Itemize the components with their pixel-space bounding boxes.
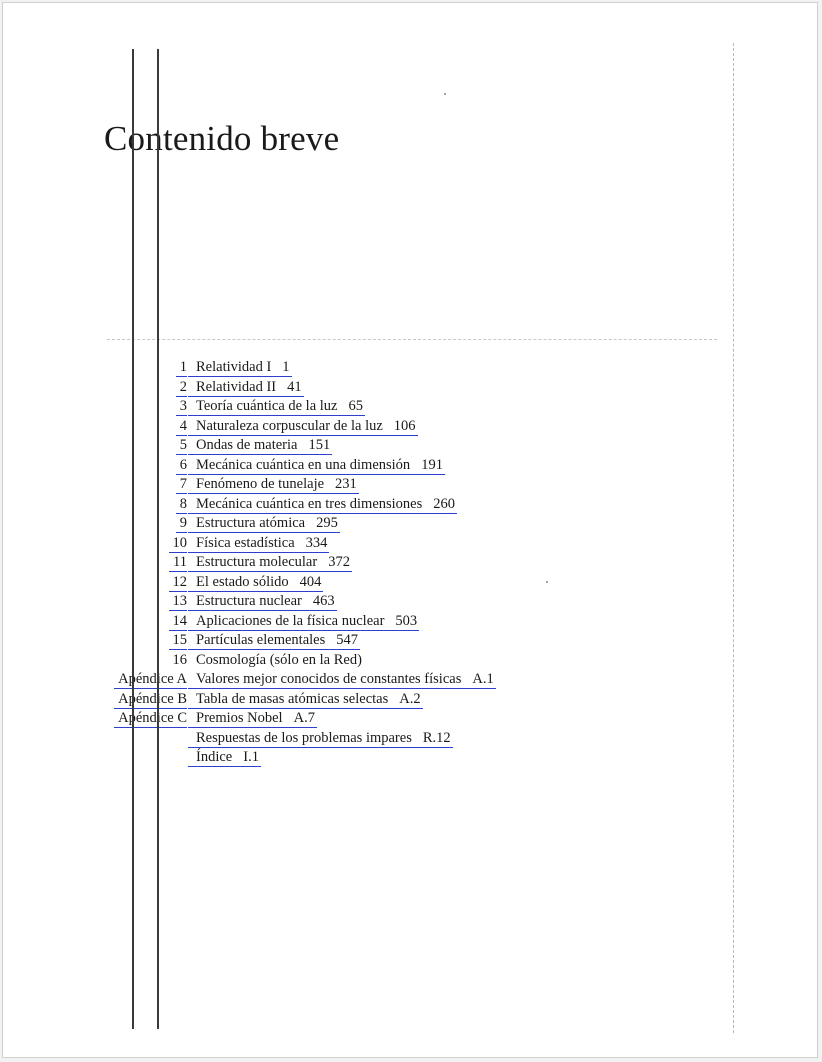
toc-entry-link[interactable]: [188, 534, 329, 553]
toc-entry[interactable]: [3, 612, 819, 632]
toc-entry-title: Estructura atómica: [196, 515, 306, 531]
toc-entry[interactable]: [3, 514, 819, 534]
toc-entry-link[interactable]: [188, 573, 323, 592]
toc-entry-title: Relatividad II: [196, 378, 277, 395]
toc-entry[interactable]: [3, 729, 819, 749]
toc-entry-link[interactable]: [188, 592, 337, 611]
toc-entry-link[interactable]: [188, 378, 304, 397]
toc-entry-link[interactable]: [188, 436, 332, 455]
toc-entry-number: Apéndice C: [114, 709, 187, 728]
toc-entry[interactable]: [3, 670, 819, 690]
toc-entry-link[interactable]: [188, 729, 453, 748]
toc-entry-title: Aplicaciones de la física nuclear: [196, 612, 385, 629]
toc-entry-page-number: 404: [299, 573, 322, 590]
toc-entry-number: 4: [176, 417, 187, 436]
toc-entry-number: 7: [176, 475, 187, 494]
toc-entry[interactable]: [3, 397, 819, 417]
toc-entry-page-number: 503: [395, 612, 418, 629]
toc-entry-link[interactable]: [188, 358, 292, 377]
toc-entry[interactable]: [3, 534, 819, 554]
page-title: Contenido breve: [104, 119, 340, 158]
toc-entry-page-number: 260: [433, 495, 456, 512]
toc-entry-title: Mecánica cuántica en tres dimensiones: [196, 495, 423, 512]
toc-entry-title: Fenómeno de tunelaje: [196, 476, 325, 492]
toc-entry-title: Naturaleza corpuscular de la luz: [196, 417, 383, 434]
document-page: [2, 2, 818, 1058]
toc-entry[interactable]: [3, 378, 819, 398]
toc-entry-link[interactable]: [188, 612, 419, 631]
toc-entry-number: 11: [169, 553, 187, 572]
toc-entry[interactable]: [3, 709, 819, 729]
toc-entry-title: Estructura nuclear: [196, 593, 302, 609]
toc-entry-number: 14: [169, 612, 188, 631]
toc-entry-number: 1: [176, 358, 187, 377]
toc-entry-number: 13: [169, 592, 188, 611]
toc-entry-page-number: A.7: [293, 710, 315, 726]
toc-entry-page-number: 463: [312, 593, 335, 609]
toc-entry-number: 8: [176, 495, 187, 514]
toc-entry-link[interactable]: [188, 553, 352, 572]
toc-entry[interactable]: [3, 436, 819, 456]
toc-entry-page-number: 295: [316, 515, 338, 531]
toc-entry-title: Estructura molecular: [196, 554, 318, 570]
toc-entry-text: [196, 651, 362, 671]
toc-entry-page-number: 547: [336, 632, 358, 648]
toc-entry-page-number: 151: [308, 437, 331, 453]
toc-entry-number: 12: [169, 573, 188, 592]
toc-entry-link[interactable]: [188, 495, 457, 514]
toc-entry-number: 3: [176, 397, 187, 416]
toc-entry-link[interactable]: [188, 475, 359, 494]
toc-entry-title: Índice: [196, 749, 233, 765]
toc-entry-link[interactable]: [188, 709, 317, 728]
toc-entry-link[interactable]: [188, 456, 445, 475]
toc-entry[interactable]: [3, 748, 819, 768]
toc-entry-page-number: A.2: [399, 690, 421, 707]
toc-entry-number: 5: [176, 436, 187, 455]
table-of-contents: [3, 358, 819, 768]
toc-entry-title: Física estadística: [196, 534, 295, 551]
toc-entry-number: 6: [176, 456, 187, 475]
toc-entry-number: 9: [176, 514, 187, 533]
toc-entry-page-number: 191: [421, 456, 443, 473]
toc-entry-link[interactable]: [188, 670, 496, 689]
toc-entry[interactable]: [3, 592, 819, 612]
toc-entry-page-number: 1: [282, 359, 290, 375]
toc-entry-link[interactable]: [188, 690, 423, 709]
toc-entry-page-number: A.1: [472, 671, 494, 687]
toc-entry[interactable]: [3, 495, 819, 515]
toc-entry-title: Respuestas de los problemas impares: [196, 729, 412, 746]
toc-entry-page-number: I.1: [243, 749, 259, 765]
toc-entry-number: Apéndice A: [114, 670, 187, 689]
margin-rule-right: [157, 49, 159, 1029]
toc-entry[interactable]: [3, 475, 819, 495]
toc-entry-page-number: 41: [287, 378, 302, 395]
toc-entry-title: Partículas elementales: [196, 632, 326, 648]
crop-guide-horizontal: [107, 339, 717, 340]
toc-entry-number: 2: [176, 378, 187, 397]
toc-entry[interactable]: [3, 573, 819, 593]
toc-entry-title: Tabla de masas atómicas selectas: [196, 690, 389, 707]
toc-entry-link[interactable]: [188, 397, 365, 416]
toc-entry-title: Teoría cuántica de la luz: [196, 398, 338, 414]
toc-entry-title: Valores mejor conocidos de constantes físicas: [196, 671, 462, 687]
toc-entry[interactable]: [3, 631, 819, 651]
toc-entry-link[interactable]: [188, 748, 261, 767]
toc-entry[interactable]: [3, 417, 819, 437]
toc-entry-title: Relatividad I: [196, 359, 272, 375]
toc-entry-title: Mecánica cuántica en una dimensión: [196, 456, 411, 473]
toc-entry-title: Cosmología (sólo en la Red): [196, 651, 362, 668]
toc-entry-number: 10: [169, 534, 188, 553]
toc-entry-page-number: 334: [305, 534, 328, 551]
toc-entry-link[interactable]: [188, 631, 360, 650]
toc-entry-link[interactable]: [188, 514, 340, 533]
toc-entry-number: 15: [169, 631, 188, 650]
toc-entry-number: Apéndice B: [114, 690, 187, 709]
toc-entry-link[interactable]: [188, 417, 418, 436]
toc-entry-page-number: R.12: [422, 729, 451, 746]
toc-entry-title: Ondas de materia: [196, 437, 298, 453]
toc-entry-number: 16: [172, 651, 187, 668]
toc-entry-title: El estado sólido: [196, 573, 289, 590]
toc-entry[interactable]: [3, 690, 819, 710]
toc-entry-page-number: 65: [348, 398, 363, 414]
scan-speck: [444, 93, 446, 95]
toc-entry-page-number: 106: [393, 417, 416, 434]
margin-rule-left: [132, 49, 134, 1029]
toc-entry-page-number: 231: [335, 476, 357, 492]
toc-entry[interactable]: [3, 553, 819, 573]
toc-entry[interactable]: [3, 456, 819, 476]
toc-entry-page-number: 372: [328, 554, 350, 570]
toc-entry-title: Premios Nobel: [196, 710, 283, 726]
toc-entry[interactable]: [3, 358, 819, 378]
toc-entry: [3, 651, 819, 671]
